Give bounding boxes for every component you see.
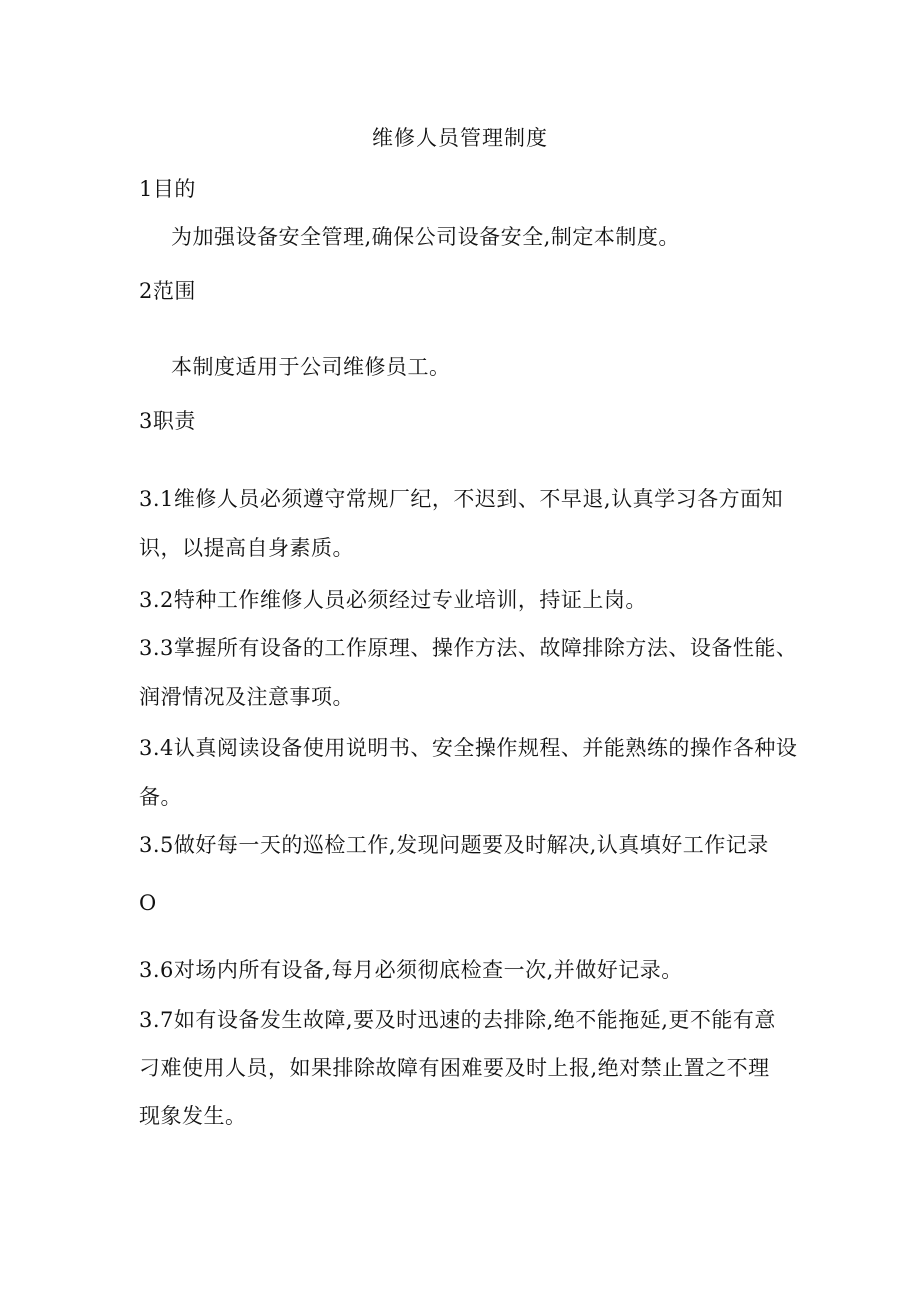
- duty-item-3-4-line-2: 备。: [139, 785, 182, 809]
- duty-item-3-4-line-1: 3.4认真阅读设备使用说明书、安全操作规程、并能熟练的操作各种设: [139, 736, 798, 760]
- duty-item-3-1-line-1: 3.1维修人员必须遵守常规厂纪，不迟到、不早退,认真学习各方面知: [139, 487, 784, 511]
- section-heading-purpose: 1目的: [139, 177, 196, 201]
- duty-item-3-2: 3.2特种工作维修人员必须经过专业培训，持证上岗。: [139, 588, 647, 612]
- section-heading-scope: 2范围: [139, 279, 196, 303]
- duty-item-3-3-line-1: 3.3掌握所有设备的工作原理、操作方法、故障排除方法、设备性能、: [139, 636, 798, 660]
- duty-item-3-5-line-2: O: [139, 891, 157, 915]
- duty-item-3-7-line-1: 3.7如有设备发生故障,要及时迅速的去排除,绝不能拖延,更不能有意: [139, 1008, 776, 1032]
- duty-item-3-5-line-1: 3.5做好每一天的巡检工作,发现问题要及时解决,认真填好工作记录: [139, 833, 769, 857]
- duty-item-3-3-line-2: 润滑情况及注意事项。: [139, 685, 354, 709]
- duty-item-3-7-line-2: 刁难使用人员，如果排除故障有困难要及时上报,绝对禁止置之不理: [139, 1056, 770, 1080]
- duty-item-3-7-line-3: 现象发生。: [139, 1104, 247, 1128]
- duty-item-3-6: 3.6对场内所有设备,每月必须彻底检查一次,并做好记录。: [139, 958, 683, 982]
- paragraph-purpose: 为加强设备安全管理,确保公司设备安全,制定本制度。: [171, 225, 680, 249]
- section-heading-duties: 3职责: [139, 409, 196, 433]
- duty-item-3-1-line-2: 识，以提高自身素质。: [139, 536, 354, 560]
- paragraph-scope: 本制度适用于公司维修员工。: [171, 355, 451, 379]
- document-title: 维修人员管理制度: [372, 126, 548, 150]
